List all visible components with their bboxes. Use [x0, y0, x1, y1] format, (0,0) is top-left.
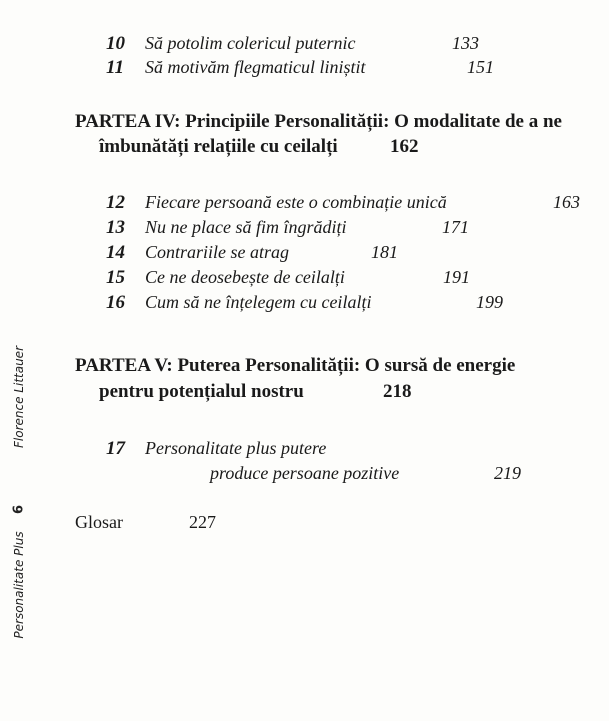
chapter-title[interactable]: Fiecare persoană este o combinație unică [145, 192, 447, 212]
chapter-number: 11 [106, 57, 124, 78]
chapter-page: 181 [371, 242, 398, 262]
chapter-title[interactable]: Nu ne place să fim îngrădiți [145, 217, 347, 237]
part-heading[interactable]: PARTEA V: Puterea Personalității: O sursă de energie [75, 355, 516, 376]
chapter-title[interactable]: Contrariile se atrag [145, 242, 290, 262]
chapter-page: 133 [452, 33, 479, 53]
part-heading[interactable]: PARTEA IV: Principiile Personalității: O modalitate de a ne [75, 111, 562, 132]
chapter-page: 191 [443, 267, 470, 287]
part-page: 218 [383, 381, 412, 402]
chapter-title-continuation: produce persoane pozitive [210, 463, 400, 483]
chapter-number: 12 [106, 192, 125, 213]
chapter-number: 10 [106, 33, 125, 54]
chapter-title[interactable]: Personalitate plus putere [145, 438, 327, 458]
chapter-title[interactable]: Să motivăm flegmaticul liniștit [145, 57, 366, 77]
running-header-title: Personalitate Plus [12, 531, 26, 639]
chapter-number: 13 [106, 217, 125, 238]
chapter-number: 16 [106, 292, 125, 313]
chapter-page: 171 [442, 217, 469, 237]
chapter-number: 17 [106, 438, 125, 459]
chapter-page: 219 [494, 463, 521, 483]
glossary-entry[interactable]: Glosar [75, 512, 123, 532]
part-heading-continuation: pentru potențialul nostru [99, 381, 304, 402]
running-header-author: Florence Littauer [12, 346, 26, 448]
chapter-title[interactable]: Ce ne deosebește de ceilalți [145, 267, 345, 287]
chapter-page: 199 [476, 292, 503, 312]
chapter-page: 163 [553, 192, 580, 212]
chapter-number: 15 [106, 267, 125, 288]
chapter-title[interactable]: Cum să ne înțelegem cu ceilalți [145, 292, 372, 312]
chapter-number: 14 [106, 242, 125, 263]
part-page: 162 [390, 136, 419, 157]
chapter-page: 151 [467, 57, 494, 77]
glossary-page: 227 [189, 512, 216, 532]
part-heading-continuation: îmbunătăți relațiile cu ceilalți [99, 136, 338, 157]
page-number: 6 [11, 504, 27, 515]
chapter-title[interactable]: Să potolim colericul puternic [145, 33, 356, 53]
